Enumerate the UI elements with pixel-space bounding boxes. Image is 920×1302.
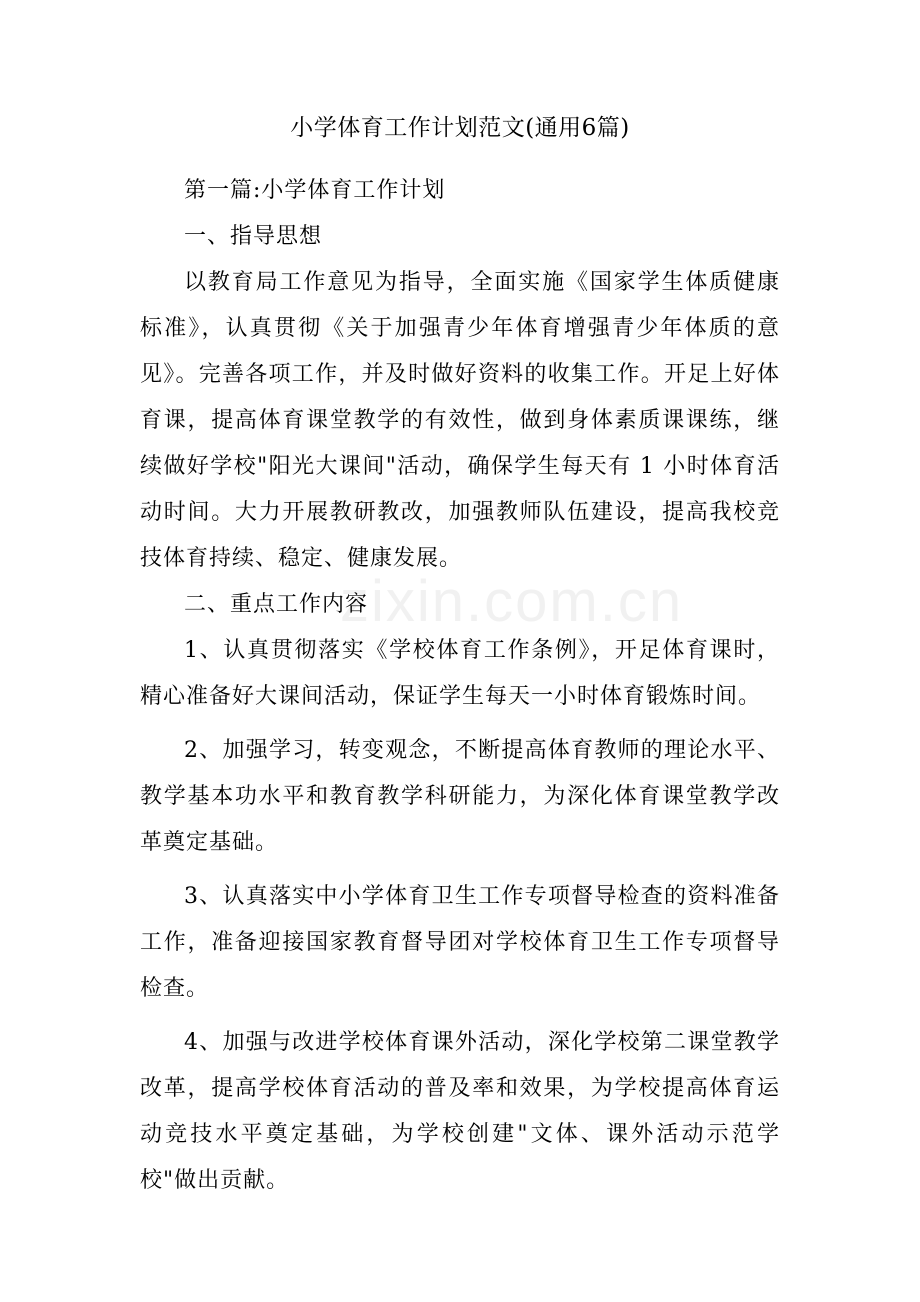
heading-key-work: 二、重点工作内容 bbox=[184, 592, 369, 617]
section-title: 第一篇:小学体育工作计划 bbox=[184, 178, 446, 203]
watermark: zixin.com.cn bbox=[340, 569, 684, 634]
document-body bbox=[140, 168, 780, 1204]
document-title: 小学体育工作计划范文(通用6篇) bbox=[290, 115, 630, 141]
heading-guiding-ideology: 一、指导思想 bbox=[184, 224, 323, 249]
list-item-1: 1、认真贯彻落实《学校体育工作条例》，开足体育课时，精心准备好大课间活动，保证学生每天一小时体育锻炼时间。 bbox=[140, 638, 780, 709]
list-item-2: 2、加强学习，转变观念，不断提高体育教师的理论水平、教学基本功水平和教育教学科研能力，为深化体育课堂教学改革奠定基础。 bbox=[140, 738, 780, 855]
paragraph-guiding-ideology: 以教育局工作意见为指导，全面实施《国家学生体质健康标准》，认真贯彻《关于加强青少年体育增强青少年体质的意见》。完善各项工作，并及时做好资料的收集工作。开足上好体育课，提高体育课堂教学的有效性，做到身体素质课课练，继续做好学校"阳光大课间"活动，确保学生每天有 1 小时体育活动时间。大力开展教研教改，加强教师队伍建设，提高我校竞技体育持续、稳定、健康发展。 bbox=[140, 270, 780, 571]
list-item-3: 3、认真落实中小学体育卫生工作专项督导检查的资料准备工作，准备迎接国家教育督导团对学校体育卫生工作专项督导检查。 bbox=[140, 884, 780, 1001]
list-item-4: 4、加强与改进学校体育课外活动，深化学校第二课堂教学改革，提高学校体育活动的普及率和效果，为学校提高体育运动竞技水平奠定基础，为学校创建"文体、课外活动示范学校"做出贡献。 bbox=[140, 1030, 780, 1193]
